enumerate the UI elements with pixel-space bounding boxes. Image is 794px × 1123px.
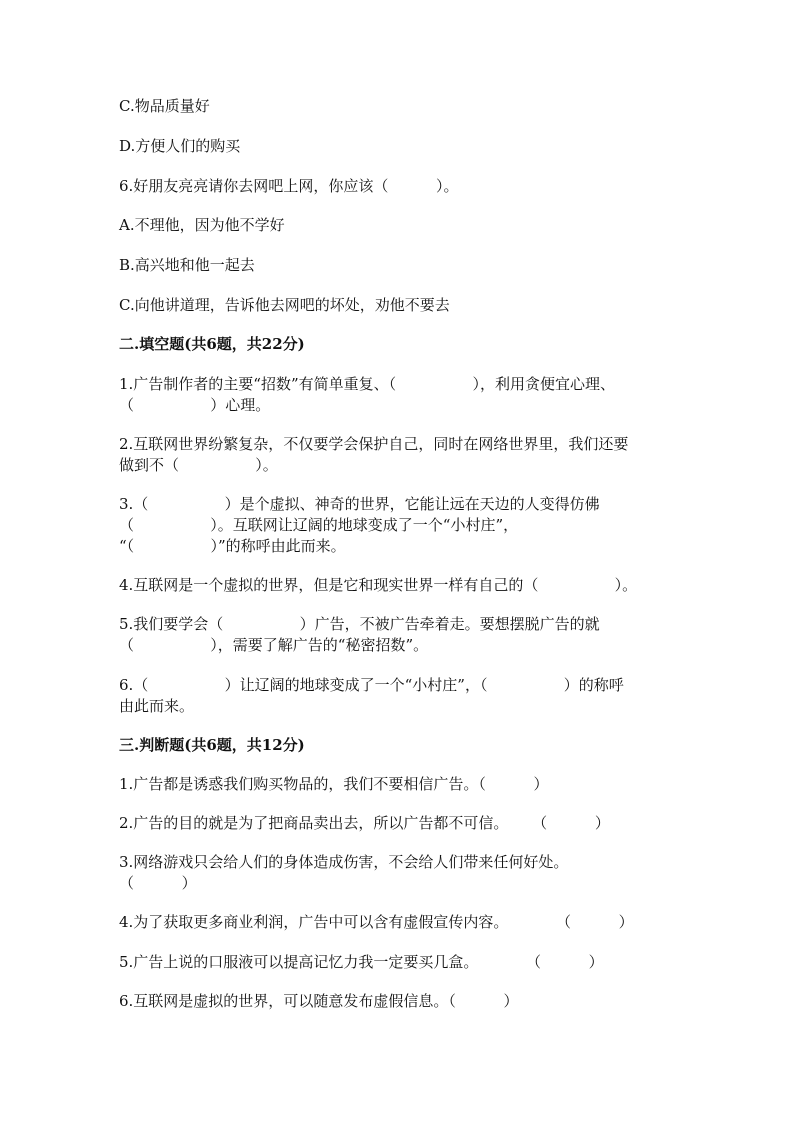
fill-question-3-line2: （ ）。互联网让辽阔的地球变成了一个“小村庄”， [119,516,519,534]
fill-question-1-line2: （ ）心理。 [119,396,271,414]
judge-question-3-line2: （ ） [119,874,197,892]
judge-question-6: 6.互联网是虚拟的世界，可以随意发布虚假信息。（ ） [119,992,519,1010]
fill-question-1-line1: 1.广告制作者的主要“招数”有简单重复、（ ），利用贪便宜心理、 [119,375,615,393]
section-heading-judgement: 三.判断题(共6题，共12分) [119,736,305,754]
fill-question-6-line1: 6.（ ）让辽阔的地球变成了一个“小村庄”，（ ）的称呼 [119,676,624,694]
option-d: D.方便人们的购买 [119,137,241,155]
fill-question-3-line1: 3.（ ）是个虚拟、神奇的世界，它能让远在天边的人变得仿佛 [119,495,600,513]
fill-question-5-line2: （ ），需要了解广告的“秘密招数”。 [119,636,429,654]
question-6-stem: 6.好朋友亮亮请你去网吧上网，你应该（ ）。 [119,177,459,195]
option-a: A.不理他，因为他不学好 [119,216,285,234]
fill-question-2-line1: 2.互联网世界纷繁复杂，不仅要学会保护自己，同时在网络世界里，我们还要 [119,435,629,453]
judge-question-4: 4.为了获取更多商业利润，广告中可以含有虚假宣传内容。 （ ） [119,913,634,931]
option-b: B.高兴地和他一起去 [119,256,255,274]
fill-question-6-line2: 由此而来。 [119,697,195,715]
fill-question-3-line3: “（ ）”的称呼由此而来。 [119,537,346,555]
judge-question-5: 5.广告上说的口服液可以提高记忆力我一定要买几盒。 （ ） [119,953,604,971]
fill-question-5-line1: 5.我们要学会（ ）广告，不被广告牵着走。要想摆脱广告的就 [119,615,600,633]
fill-question-2-line2: 做到不（ ）。 [119,456,278,474]
fill-question-4: 4.互联网是一个虚拟的世界，但是它和现实世界一样有自己的（ ）。 [119,576,638,594]
section-heading-fill-blank: 二.填空题(共6题，共22分) [119,335,305,353]
option-c: C.物品质量好 [119,97,210,115]
option-c-2: C.向他讲道理，告诉他去网吧的坏处，劝他不要去 [119,296,450,314]
judge-question-2: 2.广告的目的就是为了把商品卖出去，所以广告都不可信。 （ ） [119,814,610,832]
judge-question-1: 1.广告都是诱惑我们购买物品的，我们不要相信广告。（ ） [119,775,549,793]
judge-question-3-line1: 3.网络游戏只会给人们的身体造成伤害，不会给人们带来任何好处。 [119,853,569,871]
